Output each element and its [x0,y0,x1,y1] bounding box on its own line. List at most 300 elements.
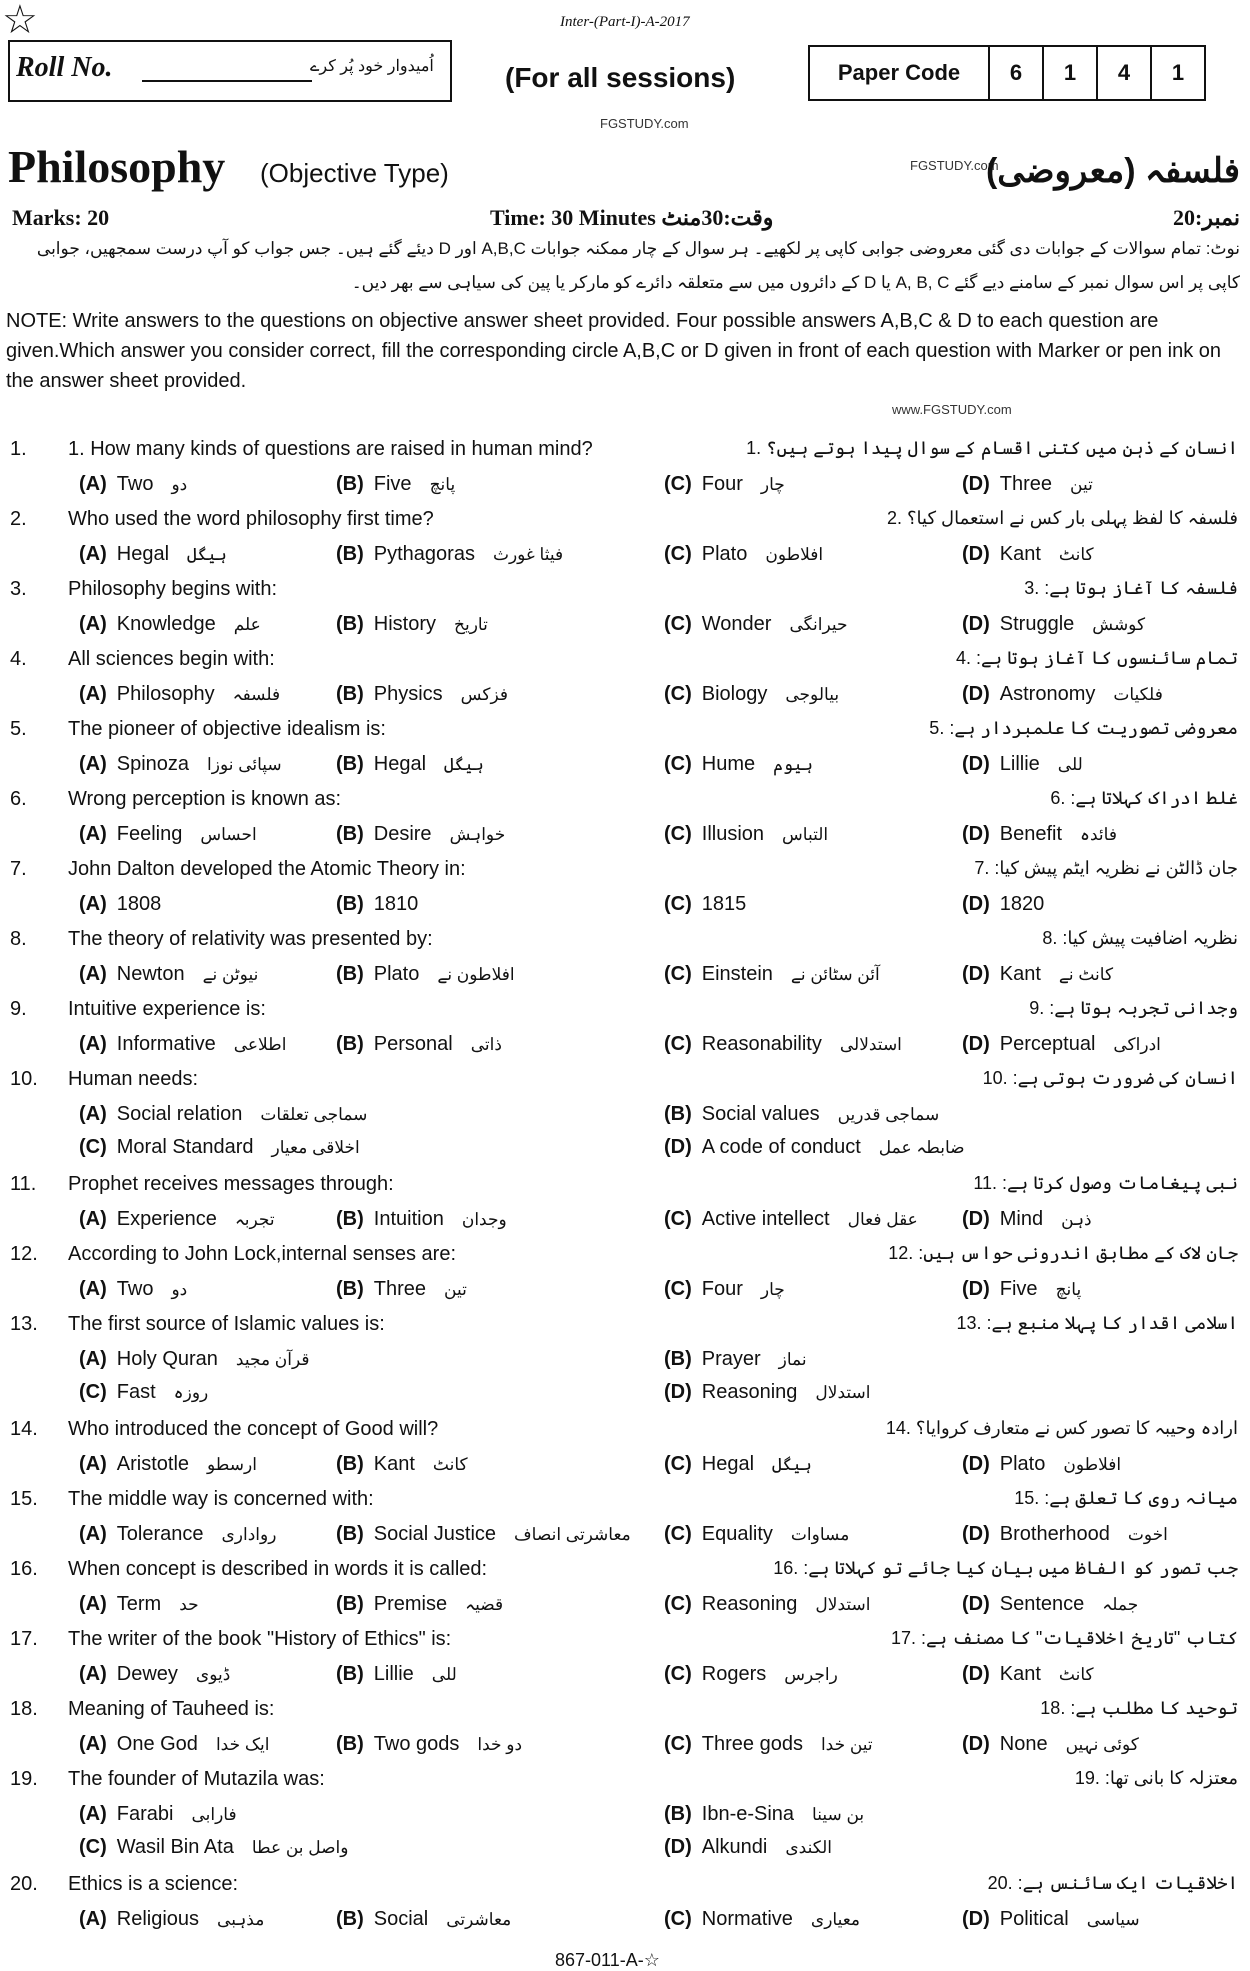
question-number: 16. [10,1558,38,1580]
option-text: Pythagoras [373,543,475,565]
question-text: John Dalton developed the Atomic Theory in: [68,858,466,880]
question-number: 14. [10,1418,38,1440]
option-letter: (B) [336,613,364,635]
answer-option[interactable] [962,893,1062,916]
question-urdu: انسان کی ضرورت ہوتی ہے: .10 [982,1068,1238,1088]
urdu-title: فلسفہ (معروضی) [985,152,1240,190]
answer-option[interactable] [664,1103,939,1126]
option-urdu: واصل بن عطا [251,1838,349,1857]
answer-option[interactable] [962,1663,1094,1686]
option-letter: (B) [336,1663,364,1685]
option-text: Two [116,473,154,495]
option-letter: (D) [664,1836,692,1858]
option-text: Einstein [701,963,773,985]
option-letter: (A) [79,1803,107,1825]
option-urdu: دو [171,1280,188,1299]
option-letter: (B) [336,473,364,495]
answer-option[interactable] [664,1836,832,1859]
option-letter: (D) [962,1278,990,1300]
option-urdu: عقل فعال [847,1210,918,1229]
option-letter: (A) [79,1593,107,1615]
answer-option[interactable] [79,1836,349,1859]
option-letter: (C) [664,473,692,495]
option-text: Plato [999,1453,1046,1475]
answer-option[interactable] [962,1523,1168,1546]
answer-option[interactable] [664,1453,812,1476]
answer-option[interactable] [79,473,187,496]
answer-option[interactable] [79,1593,199,1616]
option-text: A code of conduct [701,1136,861,1158]
option-letter: (C) [664,543,692,565]
question-number: 19. [10,1768,38,1790]
option-urdu: للی [1057,755,1083,774]
option-letter: (A) [79,543,107,565]
option-urdu: تجربہ [234,1210,275,1229]
question-text: All sciences begin with: [68,648,275,670]
answer-option[interactable] [79,823,257,846]
option-urdu: التباس [782,825,829,844]
question-text: 1. How many kinds of questions are raised in human mind? [68,438,593,460]
answer-option[interactable] [664,1381,870,1404]
option-text: Hegal [116,543,170,565]
answer-option[interactable] [664,1348,807,1371]
option-text: Reasonability [701,1033,822,1055]
answer-option[interactable] [336,683,508,706]
option-urdu: ہیگل [444,755,484,774]
question-text: Ethics is a science: [68,1873,239,1895]
question-number: 10. [10,1068,38,1090]
option-urdu: چار [760,475,785,494]
option-letter: (A) [79,1348,107,1370]
option-text: Spinoza [116,753,190,775]
question-urdu: وجدانی تجربہ ہوتا ہے: .9 [1029,998,1238,1018]
option-urdu: خواہش [449,825,506,844]
question-urdu: فلسفہ کا لفظ پہلی بار کس نے استعمال کیا؟ .2 [886,508,1238,528]
option-text: History [373,613,436,635]
time-label: Time: 30 Minutes وقت:30منٹ [490,205,774,230]
answer-option[interactable] [79,1453,257,1476]
option-letter: (D) [962,473,990,495]
option-text: Holy Quran [116,1348,218,1370]
option-text: Political [999,1908,1069,1930]
question-text: The founder of Mutazila was: [68,1768,325,1790]
answer-option[interactable] [664,1033,902,1056]
page-subtitle: (Objective Type) [260,158,449,188]
option-letter: (B) [336,1908,364,1930]
question-urdu: میانہ روی کا تعلق ہے: .15 [1014,1488,1238,1508]
answer-option[interactable] [336,1593,503,1616]
option-letter: (D) [962,1908,990,1930]
option-letter: (D) [664,1381,692,1403]
option-letter: (B) [336,1033,364,1055]
answer-option[interactable] [336,1278,467,1301]
question-number: 8. [10,928,27,950]
option-urdu: استدلالی [839,1035,902,1054]
roll-number-field[interactable] [142,80,312,82]
option-text: One God [116,1733,198,1755]
option-urdu: جملہ [1102,1595,1139,1614]
option-text: Two [116,1278,154,1300]
answer-option[interactable] [962,473,1093,496]
option-letter: (B) [336,1208,364,1230]
option-text: Hegal [373,753,427,775]
answer-option[interactable] [79,963,258,986]
answer-option[interactable] [962,823,1117,846]
option-letter: (B) [336,1453,364,1475]
option-letter: (A) [79,1278,107,1300]
answer-option[interactable] [79,1208,275,1231]
question-urdu: معروضی تصوریت کا علمبردار ہے: .5 [929,718,1238,738]
question-text: Who introduced the concept of Good will? [68,1418,439,1440]
answer-option[interactable] [336,1033,502,1056]
option-text: Three gods [701,1733,803,1755]
answer-option[interactable] [79,1278,187,1301]
option-text: 1808 [116,893,162,915]
option-letter: (D) [962,1453,990,1475]
option-urdu: کانٹ [1058,545,1094,564]
answer-option[interactable] [962,613,1145,636]
option-letter: (C) [664,1593,692,1615]
option-urdu: استدلال [815,1383,871,1402]
answer-option[interactable] [79,753,282,776]
option-urdu: کوشش [1092,615,1146,634]
option-text: Hume [701,753,756,775]
answer-option[interactable] [336,893,436,916]
answer-option[interactable] [79,1663,230,1686]
question-number: 11. [10,1173,37,1195]
option-letter: (D) [962,1208,990,1230]
option-urdu: قرآن مجید [235,1350,310,1369]
answer-option[interactable] [664,1733,873,1756]
option-text: Social values [701,1103,820,1125]
option-text: Newton [116,963,185,985]
option-letter: (C) [664,1208,692,1230]
urdu-note: نوٹ: تمام سوالات کے جوابات دی گئی معروضی جوابی کاپی پر لکھیے۔ ہر سوال کے چار ممکنہ جوابات A,B,C اور D دیئے گئے ہیں۔ جس جواب کو آپ درست سمجھیں، جوابی کاپی پر اس سوال نمبر کے سامنے دیے گئے A, B, C یا D کے دائروں میں سے متعلقہ دائرے کو مارکر یا پین کی سیاہی سے بھر دیں۔ [36,239,1240,292]
option-urdu: للی [431,1665,457,1684]
answer-option[interactable] [336,1523,631,1546]
answer-option[interactable] [664,1593,870,1616]
question-number: 7. [10,858,27,880]
option-text: Tolerance [116,1523,204,1545]
option-letter: (D) [962,963,990,985]
answer-option[interactable] [664,753,813,776]
question-urdu: تمام سائنسوں کا آغاز ہوتا ہے: .4 [955,648,1238,668]
answer-option[interactable] [664,473,785,496]
paper-code-digit: 1 [1150,47,1204,99]
option-letter: (C) [664,1278,692,1300]
option-text: Sentence [999,1593,1085,1615]
option-letter: (D) [962,893,990,915]
answer-option[interactable] [79,1381,208,1404]
option-letter: (A) [79,1663,107,1685]
question-text: Philosophy begins with: [68,578,278,600]
answer-option[interactable] [336,1663,457,1686]
option-text: Three [373,1278,427,1300]
urdu-marks-label: نمبر:20 [1173,205,1240,230]
option-text: Aristotle [116,1453,190,1475]
option-letter: (B) [336,963,364,985]
footer-code: 867-011-A-☆ [555,1950,660,1970]
answer-option[interactable] [79,1733,270,1756]
option-text: Plato [701,543,748,565]
answer-option[interactable] [962,1208,1092,1231]
option-letter: (C) [664,893,692,915]
option-urdu: کانٹ [432,1455,468,1474]
option-urdu: سماجی تعلقات [260,1105,368,1124]
option-urdu: علم [233,615,261,634]
option-urdu: ادراکی [1113,1035,1161,1054]
answer-option[interactable] [962,1033,1161,1056]
option-urdu: ارسطو [207,1455,257,1474]
option-urdu: پانچ [1055,1280,1082,1299]
option-text: Rogers [701,1663,767,1685]
option-text: Kant [999,963,1041,985]
question-text: The writer of the book "History of Ethics" is: [68,1628,452,1650]
option-urdu: تین خدا [820,1735,873,1754]
option-text: Astronomy [999,683,1096,705]
answer-option[interactable] [336,1908,511,1931]
answer-option[interactable] [664,683,839,706]
answer-option[interactable] [962,543,1094,566]
option-urdu: حیرانگی [789,615,848,634]
question-text: The pioneer of objective idealism is: [68,718,386,740]
option-text: Brotherhood [999,1523,1110,1545]
option-letter: (A) [79,963,107,985]
option-text: Premise [373,1593,448,1615]
answer-option[interactable] [962,1908,1140,1931]
option-letter: (B) [336,1593,364,1615]
instructions-note: NOTE: Write answers to the questions on objective answer sheet provided. Four possible answers A,B,C & D to each question are given.Which answer you consider correct, fill the corresponding circle A,B,C or D given in front of each question with Marker or pen ink on the answer sheet provided. [6,310,1222,392]
answer-option[interactable] [664,1136,965,1159]
option-letter: (A) [79,1208,107,1230]
option-urdu: ذہن [1061,1210,1092,1229]
answer-option[interactable] [336,1208,507,1231]
roll-label: Roll No. [16,52,113,83]
answer-option[interactable] [79,1523,276,1546]
option-letter: (C) [664,963,692,985]
answer-option[interactable] [79,893,179,916]
option-text: Perceptual [999,1033,1096,1055]
option-letter: (C) [79,1836,107,1858]
answer-option[interactable] [79,1908,264,1931]
answer-option[interactable] [336,823,505,846]
answer-option[interactable] [664,613,847,636]
option-urdu: فلسفہ [232,685,281,704]
watermark: FGSTUDY.com [910,158,999,173]
option-letter: (A) [79,1453,107,1475]
option-urdu: چار [760,1280,785,1299]
option-urdu: راجرس [784,1665,838,1684]
option-urdu: فارابی [191,1805,237,1824]
answer-option[interactable] [664,1523,849,1546]
question-urdu: اخلاقیات ایک سائنس ہے: .20 [987,1873,1238,1893]
option-urdu: وجدان [461,1210,507,1229]
answer-option[interactable] [962,1453,1121,1476]
option-text: Desire [373,823,432,845]
answer-option[interactable] [336,543,563,566]
option-urdu: حد [179,1595,199,1614]
answer-option[interactable] [664,1208,918,1231]
option-text: 1810 [373,893,419,915]
question-number: 6. [10,788,27,810]
option-urdu: مذہبی [217,1910,265,1929]
option-urdu: فزکس [460,685,508,704]
answer-option[interactable] [664,893,764,916]
answer-option[interactable] [664,823,828,846]
question-number: 9. [10,998,27,1020]
option-text: Lillie [373,1663,414,1685]
question-text: The theory of relativity was presented by: [68,928,433,950]
question-urdu: اسلامی اقدار کا پہلا منبع ہے: .13 [956,1313,1238,1333]
answer-option[interactable] [79,1136,360,1159]
option-urdu: ایک خدا [215,1735,270,1754]
paper-code-label: Paper Code [837,60,961,85]
question-number: 15. [10,1488,38,1510]
option-letter: (C) [664,1523,692,1545]
option-text: Normative [701,1908,793,1930]
question-urdu: معتزلہ کا بانی تھا: .19 [1074,1768,1238,1788]
question-urdu: فلسفہ کا آغاز ہوتا ہے: .3 [1024,578,1238,598]
answer-option[interactable] [336,963,515,986]
option-text: Equality [701,1523,773,1545]
answer-option[interactable] [79,1348,310,1371]
answer-option[interactable] [336,753,484,776]
answer-option[interactable] [336,613,488,636]
option-urdu: معاشرتی [446,1910,512,1929]
option-urdu: بن سینا [812,1805,865,1824]
answer-option[interactable] [962,1593,1138,1616]
option-letter: (D) [962,543,990,565]
question-text: Intuitive experience is: [68,998,266,1020]
option-letter: (D) [962,613,990,635]
option-urdu: اخوت [1127,1525,1168,1544]
answer-option[interactable] [664,543,823,566]
option-letter: (A) [79,893,107,915]
page-title: Philosophy [8,141,226,192]
option-text: Plato [373,963,420,985]
option-text: Lillie [999,753,1040,775]
answer-option[interactable] [79,1033,286,1056]
answer-option[interactable] [664,963,880,986]
option-text: 1815 [701,893,747,915]
option-letter: (B) [664,1348,692,1370]
question-number: 12. [10,1243,38,1265]
option-text: 1820 [999,893,1045,915]
option-letter: (B) [336,1278,364,1300]
option-letter: (D) [962,823,990,845]
option-letter: (A) [79,1103,107,1125]
option-letter: (A) [79,1033,107,1055]
option-urdu: فائدہ [1080,825,1117,844]
option-letter: (D) [664,1136,692,1158]
answer-option[interactable] [962,1278,1081,1301]
option-letter: (C) [664,753,692,775]
answer-option[interactable] [336,1453,468,1476]
question-urdu: جان ڈالٹن نے نظریہ ایٹم پیش کیا: .7 [974,858,1238,878]
option-urdu: ہیگل [187,545,227,564]
option-text: Benefit [999,823,1063,845]
option-urdu: دو خدا [477,1735,523,1754]
question-number: 17. [10,1628,38,1650]
option-urdu: ہیگل [772,1455,812,1474]
option-urdu: سپائی نوزا [207,755,282,774]
answer-option[interactable] [79,1103,367,1126]
answer-option[interactable] [962,963,1113,986]
option-urdu: نیوٹن نے [202,965,259,984]
option-letter: (D) [962,1033,990,1055]
option-text: Four [701,1278,743,1300]
option-text: Social [373,1908,429,1930]
option-letter: (A) [79,1523,107,1545]
answer-option[interactable] [79,543,227,566]
question-text: The middle way is concerned with: [68,1488,374,1510]
option-urdu: قضیہ [465,1595,504,1614]
sessions-label: (For all sessions) [505,62,736,93]
option-text: Feeling [116,823,183,845]
option-letter: (B) [336,893,364,915]
option-urdu: کوئی نہیں [1065,1735,1139,1754]
option-text: Wonder [701,613,772,635]
option-urdu: ڈیوی [195,1665,231,1684]
answer-option[interactable] [79,1803,237,1826]
option-text: Two gods [373,1733,460,1755]
answer-option[interactable] [664,1663,838,1686]
option-letter: (C) [79,1136,107,1158]
option-text: Five [999,1278,1038,1300]
option-letter: (B) [336,683,364,705]
option-letter: (B) [664,1803,692,1825]
option-letter: (B) [336,753,364,775]
option-text: Reasoning [701,1381,798,1403]
option-letter: (A) [79,683,107,705]
option-text: Moral Standard [116,1136,254,1158]
option-urdu: تاریخ [454,615,488,634]
question-text: Human needs: [68,1068,199,1090]
answer-option[interactable] [962,1733,1139,1756]
answer-option[interactable] [962,753,1083,776]
question-text: Prophet receives messages through: [68,1173,394,1195]
answer-option[interactable] [664,1803,864,1826]
option-text: Five [373,473,412,495]
option-urdu: سیاسی [1086,1910,1140,1929]
option-text: Alkundi [701,1836,768,1858]
option-urdu: کانٹ [1058,1665,1094,1684]
option-letter: (C) [664,1033,692,1055]
option-letter: (B) [336,1523,364,1545]
option-text: Personal [373,1033,453,1055]
answer-option[interactable] [336,473,455,496]
option-text: Kant [999,1663,1041,1685]
roll-number-box [8,40,452,102]
answer-option[interactable] [336,1733,522,1756]
answer-option[interactable] [79,613,261,636]
question-urdu: جب تصور کو الفاظ میں بیان کیا جائے تو کہلاتا ہے: .16 [773,1558,1238,1578]
option-letter: (A) [79,473,107,495]
answer-option[interactable] [79,683,280,706]
answer-option[interactable] [664,1278,785,1301]
question-number: 1. [10,438,27,460]
answer-option[interactable] [962,683,1163,706]
question-number: 18. [10,1698,38,1720]
option-letter: (B) [664,1103,692,1125]
roll-urdu-label: اُمیدوار خود پُر کرے [310,58,434,75]
paper-code-box [808,45,1206,101]
option-urdu: تین [444,1280,467,1299]
answer-option[interactable] [664,1908,860,1931]
question-number: 20. [10,1873,38,1895]
option-letter: (C) [664,613,692,635]
question-urdu: غلط ادراک کہلاتا ہے: .6 [1050,788,1238,808]
